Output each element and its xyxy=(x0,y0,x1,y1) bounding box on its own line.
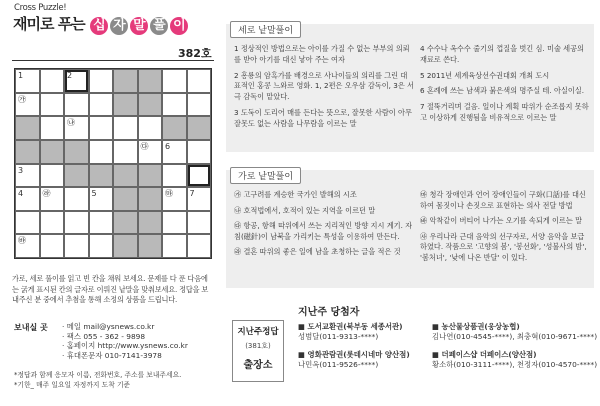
clue-down-7: 7 절뚝거리며 걸음. 일이나 계획 따위가 순조롭지 못하고 이상하게 진행됨을 비유적으로 이르는 말 xyxy=(420,102,589,122)
grid-cell[interactable] xyxy=(138,211,163,235)
clue-across-1: ㉮ 고구려를 계승한 국가인 발해의 시조 xyxy=(234,190,357,199)
winner-group-1 xyxy=(298,322,403,342)
grid-cell[interactable] xyxy=(89,69,114,93)
cell-number: ㉱ xyxy=(42,189,51,199)
brand-char-1: 십 xyxy=(90,17,108,35)
grid-cell[interactable] xyxy=(113,93,138,117)
grid-cell[interactable] xyxy=(138,164,163,188)
last-answer-box xyxy=(232,320,284,382)
cell-number: 6 xyxy=(165,141,171,151)
grid-cell[interactable] xyxy=(40,234,65,258)
grid-cell[interactable] xyxy=(113,164,138,188)
grid-cell[interactable] xyxy=(138,93,163,117)
grid-cell[interactable] xyxy=(89,116,114,140)
clue-down-2: 2 흥룡의 암흑가를 배경으로 사나이들의 의리를 그린 대표적인 홍콩 느와르 영화. 1, 2편은 오우삼 감독이, 3은 서극 감독이 맡았다. xyxy=(234,70,414,102)
winner-names: 성범달(011-9313-****) xyxy=(298,332,379,341)
clue-across-7: ㉴ 우리나라 근대 음악의 선구자로, 서양 음악을 보급하였다. 작품으로 '고향의 봄', '봉선화', '성불사의 밤', '봄처녀', '낮에 나온 반달' 이 있다. xyxy=(420,231,587,262)
submit-notes xyxy=(14,370,224,390)
instructions: 가로, 세로 풀이를 읽고 빈 칸을 채워 보세요. 문제를 다 푼 다음에는 굵게 표시된 칸의 글자로 이뤄진 낱말을 맞춰보세요. 정답을 보내주신 분 중에서 추첨을 통해 소정의 상품을 드립니다. xyxy=(12,274,209,304)
grid-cell[interactable] xyxy=(162,116,187,140)
grid-cell[interactable] xyxy=(64,93,89,117)
clue-across-5: ㉲ 청각 장애인과 언어 장애인들이 구화(口話)를 대신하여 몸짓이나 손짓으로 표현하는 의사 전달 방법 xyxy=(420,190,586,210)
submit-fax: · 팩스 055 - 362 - 9898 xyxy=(62,331,146,341)
winner-names: 김나연(010-4545-****), 최충혁(010-9671-****) xyxy=(432,332,598,341)
grid-cell[interactable] xyxy=(138,234,163,258)
winner-prize: ■ 더페이스샵 더페이스(양산점) xyxy=(432,350,537,359)
grid-cell[interactable] xyxy=(187,211,212,235)
grid-cell[interactable] xyxy=(64,116,89,140)
grid-cell[interactable] xyxy=(89,93,114,117)
cell-number: 7 xyxy=(189,189,195,199)
grid-cell[interactable] xyxy=(113,234,138,258)
brand-title xyxy=(13,13,189,35)
winners-heading: 지난주 당첨자 xyxy=(298,307,360,318)
grid-cell[interactable] xyxy=(89,164,114,188)
winner-prize: ■ 도서교환권(북부동 세종서관) xyxy=(298,322,403,331)
grid-cell[interactable] xyxy=(187,116,212,140)
grid-cell[interactable] xyxy=(15,211,40,235)
cell-number: 4 xyxy=(18,189,24,199)
submit-sms: · 휴대폰문자 010-7141-3978 xyxy=(62,350,162,360)
winner-names: 나민옥(011-9526-****) xyxy=(298,360,379,369)
grid-cell[interactable] xyxy=(187,164,212,188)
grid-cell[interactable] xyxy=(187,187,212,211)
grid-cell[interactable] xyxy=(113,140,138,164)
grid-cell[interactable] xyxy=(15,140,40,164)
brand-char-5: 이 xyxy=(170,17,188,35)
across-clues-tab: 가로 낱말풀이 xyxy=(230,167,301,184)
grid-cell[interactable] xyxy=(113,116,138,140)
grid-cell[interactable] xyxy=(138,187,163,211)
grid-cell[interactable] xyxy=(15,164,40,188)
grid-cell[interactable] xyxy=(113,211,138,235)
grid-cell[interactable] xyxy=(40,69,65,93)
grid-cell[interactable] xyxy=(89,234,114,258)
grid-cell[interactable] xyxy=(15,116,40,140)
grid-cell[interactable] xyxy=(64,164,89,188)
grid-cell[interactable] xyxy=(113,187,138,211)
down-clues-col2 xyxy=(420,44,590,129)
grid-cell[interactable] xyxy=(89,211,114,235)
crossword-grid xyxy=(14,68,212,259)
submit-mail[interactable]: · 메일 mail@ysnews.co.kr xyxy=(62,322,155,331)
cell-number: ㉲ xyxy=(165,189,173,199)
cell-number: ㉳ xyxy=(18,236,26,246)
winner-prize: ■ 농산물상품권(웅상농협) xyxy=(432,322,520,331)
clue-down-4: 4 수수나 옥수수 줄기의 껍질을 벗긴 심. 미술 세공의 재료로 쓴다. xyxy=(420,44,584,64)
clue-across-4: ㉱ 결혼 따위의 좋은 일에 남을 초청하는 글을 적은 것 xyxy=(234,247,401,257)
grid-cell[interactable] xyxy=(40,116,65,140)
grid-cell[interactable] xyxy=(162,211,187,235)
cell-number: 2 xyxy=(67,71,73,80)
note-line-1: *정답과 함께 응모자 이름, 전화번호, 주소를 보내주세요. xyxy=(14,371,182,379)
submit-label: 보내실 곳 xyxy=(14,323,48,332)
grid-cell[interactable] xyxy=(162,164,187,188)
last-answer-word: 출장소 xyxy=(243,360,273,371)
grid-cell[interactable] xyxy=(162,234,187,258)
clue-down-3: 3 도둑이 도리어 매를 든다는 뜻으로, 잘못한 사람이 아무 잘못도 없는 사람을 나무람을 이르는 말 xyxy=(234,107,412,128)
grid-cell[interactable] xyxy=(40,187,65,211)
winner-prize: ■ 영화관람권(롯데시네마 양산점) xyxy=(298,350,410,359)
brand-small: Cross Puzzle! xyxy=(14,3,67,13)
grid-cell[interactable] xyxy=(162,140,187,164)
note-line-2: *기한_ 매주 일요일 자정까지 도착 기준 xyxy=(14,381,131,389)
grid-cell[interactable] xyxy=(40,211,65,235)
grid-cell[interactable] xyxy=(64,234,89,258)
last-answer-title: 지난주정답 xyxy=(237,327,279,337)
grid-cell[interactable] xyxy=(162,187,187,211)
clue-down-5: 5 2011년 세계육상선수권대회 개최 도시 xyxy=(420,70,550,80)
winner-group-2 xyxy=(298,350,410,370)
last-answer-round: (381호) xyxy=(245,342,271,350)
grid-cell[interactable] xyxy=(138,116,163,140)
clue-down-6: 6 혼례에 쓰는 남색과 붉은색의 명주실 테. 아실이실. xyxy=(420,86,584,96)
cell-number: ㉯ xyxy=(67,118,75,128)
grid-cell[interactable] xyxy=(40,93,65,117)
grid-cell[interactable] xyxy=(15,93,40,117)
grid-cell[interactable] xyxy=(187,69,212,93)
brand-char-2: 자 xyxy=(110,17,128,35)
grid-cell[interactable] xyxy=(64,69,89,93)
cell-number: ㉮ xyxy=(18,94,26,104)
down-clues-col1 xyxy=(234,44,414,135)
winner-names: 황소하(010-3111-****), 천정자(010-4570-****) xyxy=(432,360,598,369)
grid-cell[interactable] xyxy=(113,69,138,93)
clue-down-1: 1 정상적인 방법으로는 아이를 가질 수 없는 부부의 의뢰를 받아 아기를 대신 낳아 주는 여자 xyxy=(234,44,410,64)
grid-cell[interactable] xyxy=(64,187,89,211)
grid-cell[interactable] xyxy=(187,140,212,164)
grid-cell[interactable] xyxy=(15,69,40,93)
grid-cell[interactable] xyxy=(40,164,65,188)
grid-cell[interactable] xyxy=(15,187,40,211)
grid-cell[interactable] xyxy=(64,140,89,164)
cell-number: 3 xyxy=(18,165,24,175)
grid-cell[interactable] xyxy=(15,234,40,258)
clue-across-2: ㉯ 호적법에서, 호적이 있는 지역을 이르던 말 xyxy=(234,205,376,215)
grid-cell[interactable] xyxy=(162,69,187,93)
brand-title-text: 재미로 푸는 xyxy=(13,15,85,33)
submit-list xyxy=(62,322,188,360)
across-clues-col2 xyxy=(420,190,590,269)
grid-cell[interactable] xyxy=(89,187,114,211)
clue-across-6: ㉳ 악착같이 버티어 나가는 오기를 속되게 이르는 말 xyxy=(420,216,583,226)
cell-number: ㉰ xyxy=(140,141,149,151)
cell-number: 5 xyxy=(91,189,97,199)
winner-group-4 xyxy=(432,350,597,370)
winner-group-3 xyxy=(432,322,597,342)
cell-number: 1 xyxy=(18,71,24,80)
grid-cell[interactable] xyxy=(187,234,212,258)
grid-cell[interactable] xyxy=(162,93,187,117)
grid-cell[interactable] xyxy=(138,140,163,164)
brand-char-4: 풀 xyxy=(150,17,168,35)
down-clues-tab: 세로 낱말풀이 xyxy=(230,21,301,38)
brand-char-3: 말 xyxy=(130,17,148,35)
grid-cell[interactable] xyxy=(40,140,65,164)
grid-cell[interactable] xyxy=(138,69,163,93)
across-clues-col1 xyxy=(234,190,414,263)
clue-across-3: ㉰ 항공, 항해 따위에서 쓰는 지리적인 방향 지시 계기. 자침(磁針)이 남북을 가리키는 특성을 이용하여 만든다. xyxy=(234,221,413,241)
submit-homepage[interactable]: · 홈페이지 http://www.ysnews.co.kr xyxy=(62,341,188,351)
divider xyxy=(12,60,214,61)
grid-cell[interactable] xyxy=(187,93,212,117)
grid-cell[interactable] xyxy=(64,211,89,235)
grid-cell[interactable] xyxy=(89,140,114,164)
issue-number: 382호 xyxy=(178,47,212,60)
